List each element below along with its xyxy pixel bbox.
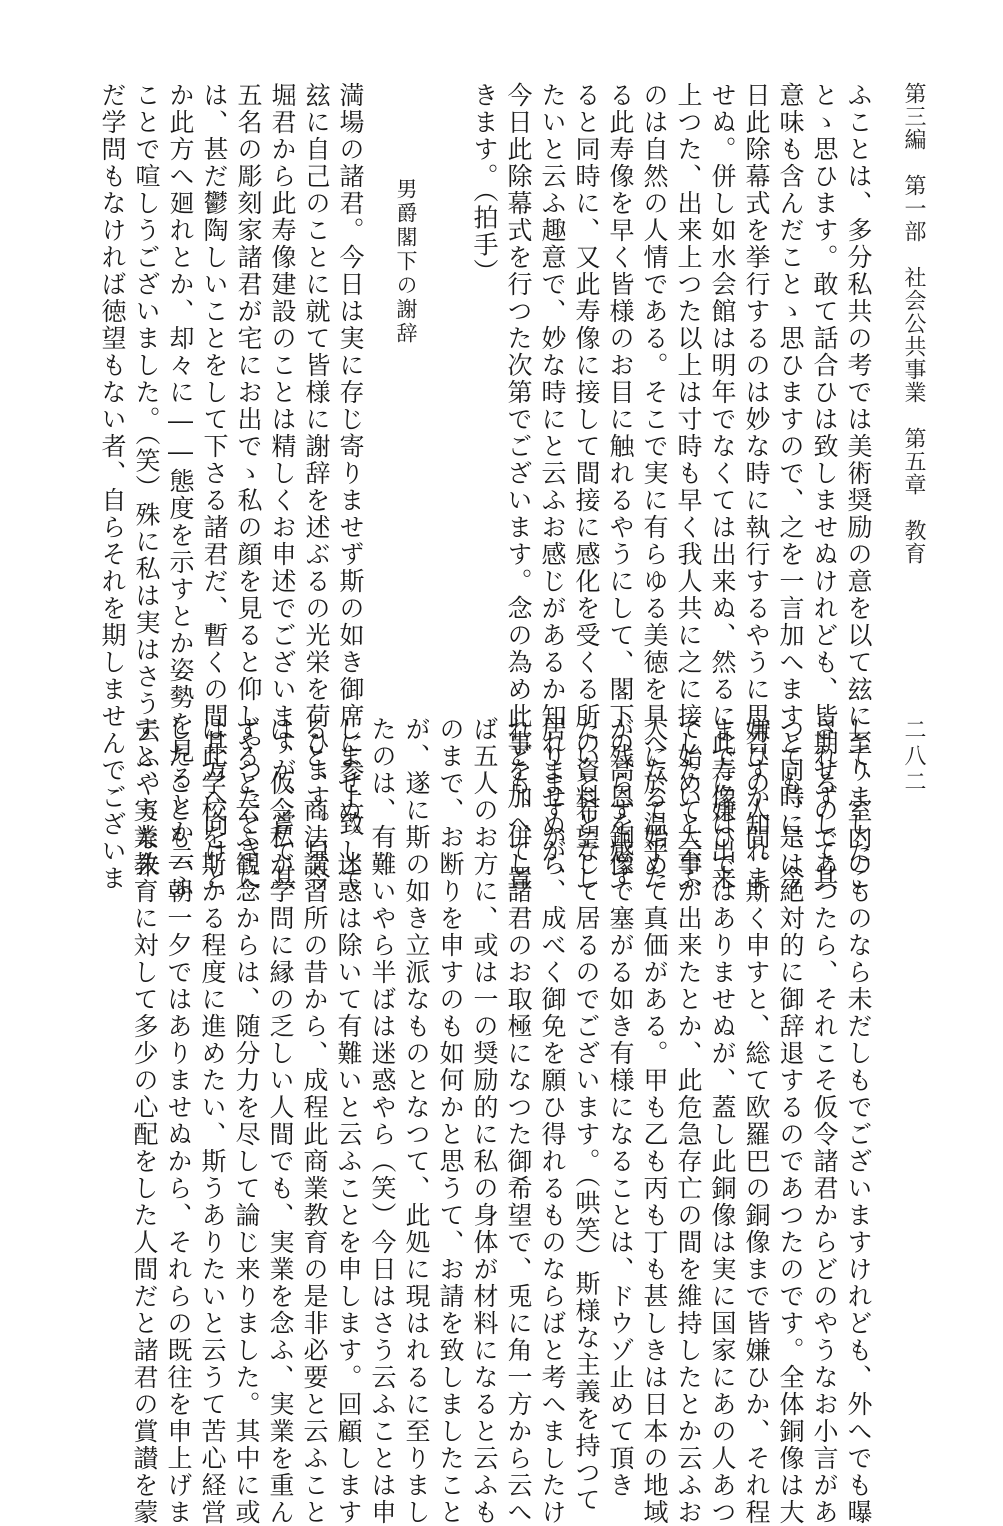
text-column: 五名の彫刻家諸君が宅にお出でゝ私の顔を見ると仰しやつたときに [234, 82, 263, 892]
text-column: れども、併し諸君のお取極になつた御希望で、兎に角一方から云へ [504, 716, 533, 1526]
text-column: しませぬ。迷惑は除いて有難いと云ふことを申します。回顧します [334, 716, 363, 1526]
text-column: して、室内のものなら未だしもでございますけれども、外へでも曝 [844, 716, 873, 1526]
text-column: は、甚だ鬱陶しいことをして下さる諸君だ、暫くの間其方へ向けと [200, 82, 229, 892]
text-column: 玆に自己のことに就て皆様に謝辞を述ぶるの光栄を荷ひます。只今 [302, 82, 331, 892]
text-column: ば五人のお方に、或は一の奨励的に私の身体が材料になると云ふも [470, 716, 499, 1526]
text-column: 意味も含んだことゝ思ひますので、之を一言加へますと同時に、今 [776, 82, 805, 892]
text-column: ると同時に、又此寿像に接して間接に感化を受くる所の資料となし [572, 82, 601, 892]
text-column: たのは、有難いやら半ばは迷惑やら（笑）今日はさう云ふことは申 [368, 716, 397, 1526]
text-column: だ学問もなければ徳望もない者、自らそれを期しませんでございま [98, 82, 127, 892]
text-column: せぬ。併し如水会館は明年でなくては出来ぬ、然るに此寿像は出来 [708, 82, 737, 892]
text-column: ずると云ふ観念からは、随分力を尽して論じ来りました。其中に或 [232, 716, 261, 1526]
text-column: が、遂に斯の如き立派なものとなつて、此処に現はれるに至りまし [402, 716, 431, 1526]
text-column: 人に於て始めて真価がある。甲も乙も丙も丁も甚しきは日本の地域 [640, 716, 669, 1526]
text-column: 居りますから、成べく御免を願ひ得れるものならばと考へましたけ [538, 716, 567, 1526]
text-column: て始めて大事が出来たとか、此危急存亡の間を維持したとか云ふお [674, 716, 703, 1526]
text-column: したことも一朝一夕ではありませぬから、それらの既往を申上げま [164, 716, 193, 1526]
text-column: 嫌ひの人間。斯く申すと、総て欧羅巴の銅像まで皆嫌ひか、それ程 [742, 716, 771, 1526]
text-column: たいと云ふ趣意で、妙な時にと云ふお感じがあるか知れませぬが、 [538, 82, 567, 892]
text-column: されるのであつたら、それこそ仮令諸君からどのやうなお小言があ [810, 716, 839, 1526]
text-column: は此学校を斯かる程度に進めたい、斯うありたいと云うて苦心経営 [198, 716, 227, 1526]
text-column: 上つた、出来上つた以上は寸時も早く我人共に之に接したいと云ふ [674, 82, 703, 892]
text-column: が残らず銅像で塞がる如き有様になることは、ドウゾ止めて頂き [606, 716, 635, 1499]
text-column: すと、実業教育に対して多少の心配をした人間だと諸君の賞讃を蒙 [130, 716, 159, 1526]
text-column: る此寿像を早く皆様のお目に触れるやうにして、閣下の高恩を感ず [606, 82, 635, 892]
text-column: は、仮令私が学問に縁の乏しい人間でも、実業を念ふ、実業を重ん [266, 716, 295, 1526]
text-column: きます。（拍手） [470, 82, 499, 286]
text-column: のは自然の人情である。そこで実に有らゆる美徳を具へたる温乎た [640, 82, 669, 892]
text-column: 堀君から此寿像建設のことは精しくお申述でございますが、嘗て其 [268, 82, 297, 892]
text-column: までに嫌ひではありませぬが、蓋し此銅像は実に国家にあの人あつ [708, 716, 737, 1526]
text-column: ことで喧しうございました。（笑）殊に私は実はさう云ふやうな未 [132, 82, 161, 880]
text-column: のまで、お断りを申すのも如何かと思うて、お請を致しましたこと [436, 716, 465, 1526]
text-column: 満場の諸君。今日は実に存じ寄りませず斯の如き御席に参上致して [336, 82, 365, 892]
text-column: か此方へ廻れとか、却々に――態度を示すとか姿勢を見るとか云ふ [166, 82, 195, 900]
section-heading: 男爵閣下の謝辞 [394, 82, 418, 346]
page-number: 二八二 [901, 718, 926, 796]
text-column: たいと希望して居るのでございます。（哄笑）斯様な主義を持つて [572, 716, 601, 1514]
text-column: 日此除幕式を挙行するのは妙な時に執行するやうに思召すか知れま [742, 82, 771, 892]
text-column: ると、商法講習所の昔から、成程此商業教育の是非必要と云ふこと [300, 716, 329, 1526]
text-column: 今日此除幕式を行つた次第でございます。念の為め此事を加へて置 [504, 82, 533, 892]
text-column: つても、是は絶対的に御辞退するのであつたのです。全体銅像は大 [776, 716, 805, 1526]
running-head: 第三編 第一部 社会公共事業 第五章 教育 [901, 82, 926, 565]
text-column: とゝ思ひます。敢て話合ひは致しませぬけれども、皆期せずして其 [810, 82, 839, 892]
text-column: ふことは、多分私共の考では美術奨励の意を以て玆に至りましたこ [844, 82, 873, 892]
